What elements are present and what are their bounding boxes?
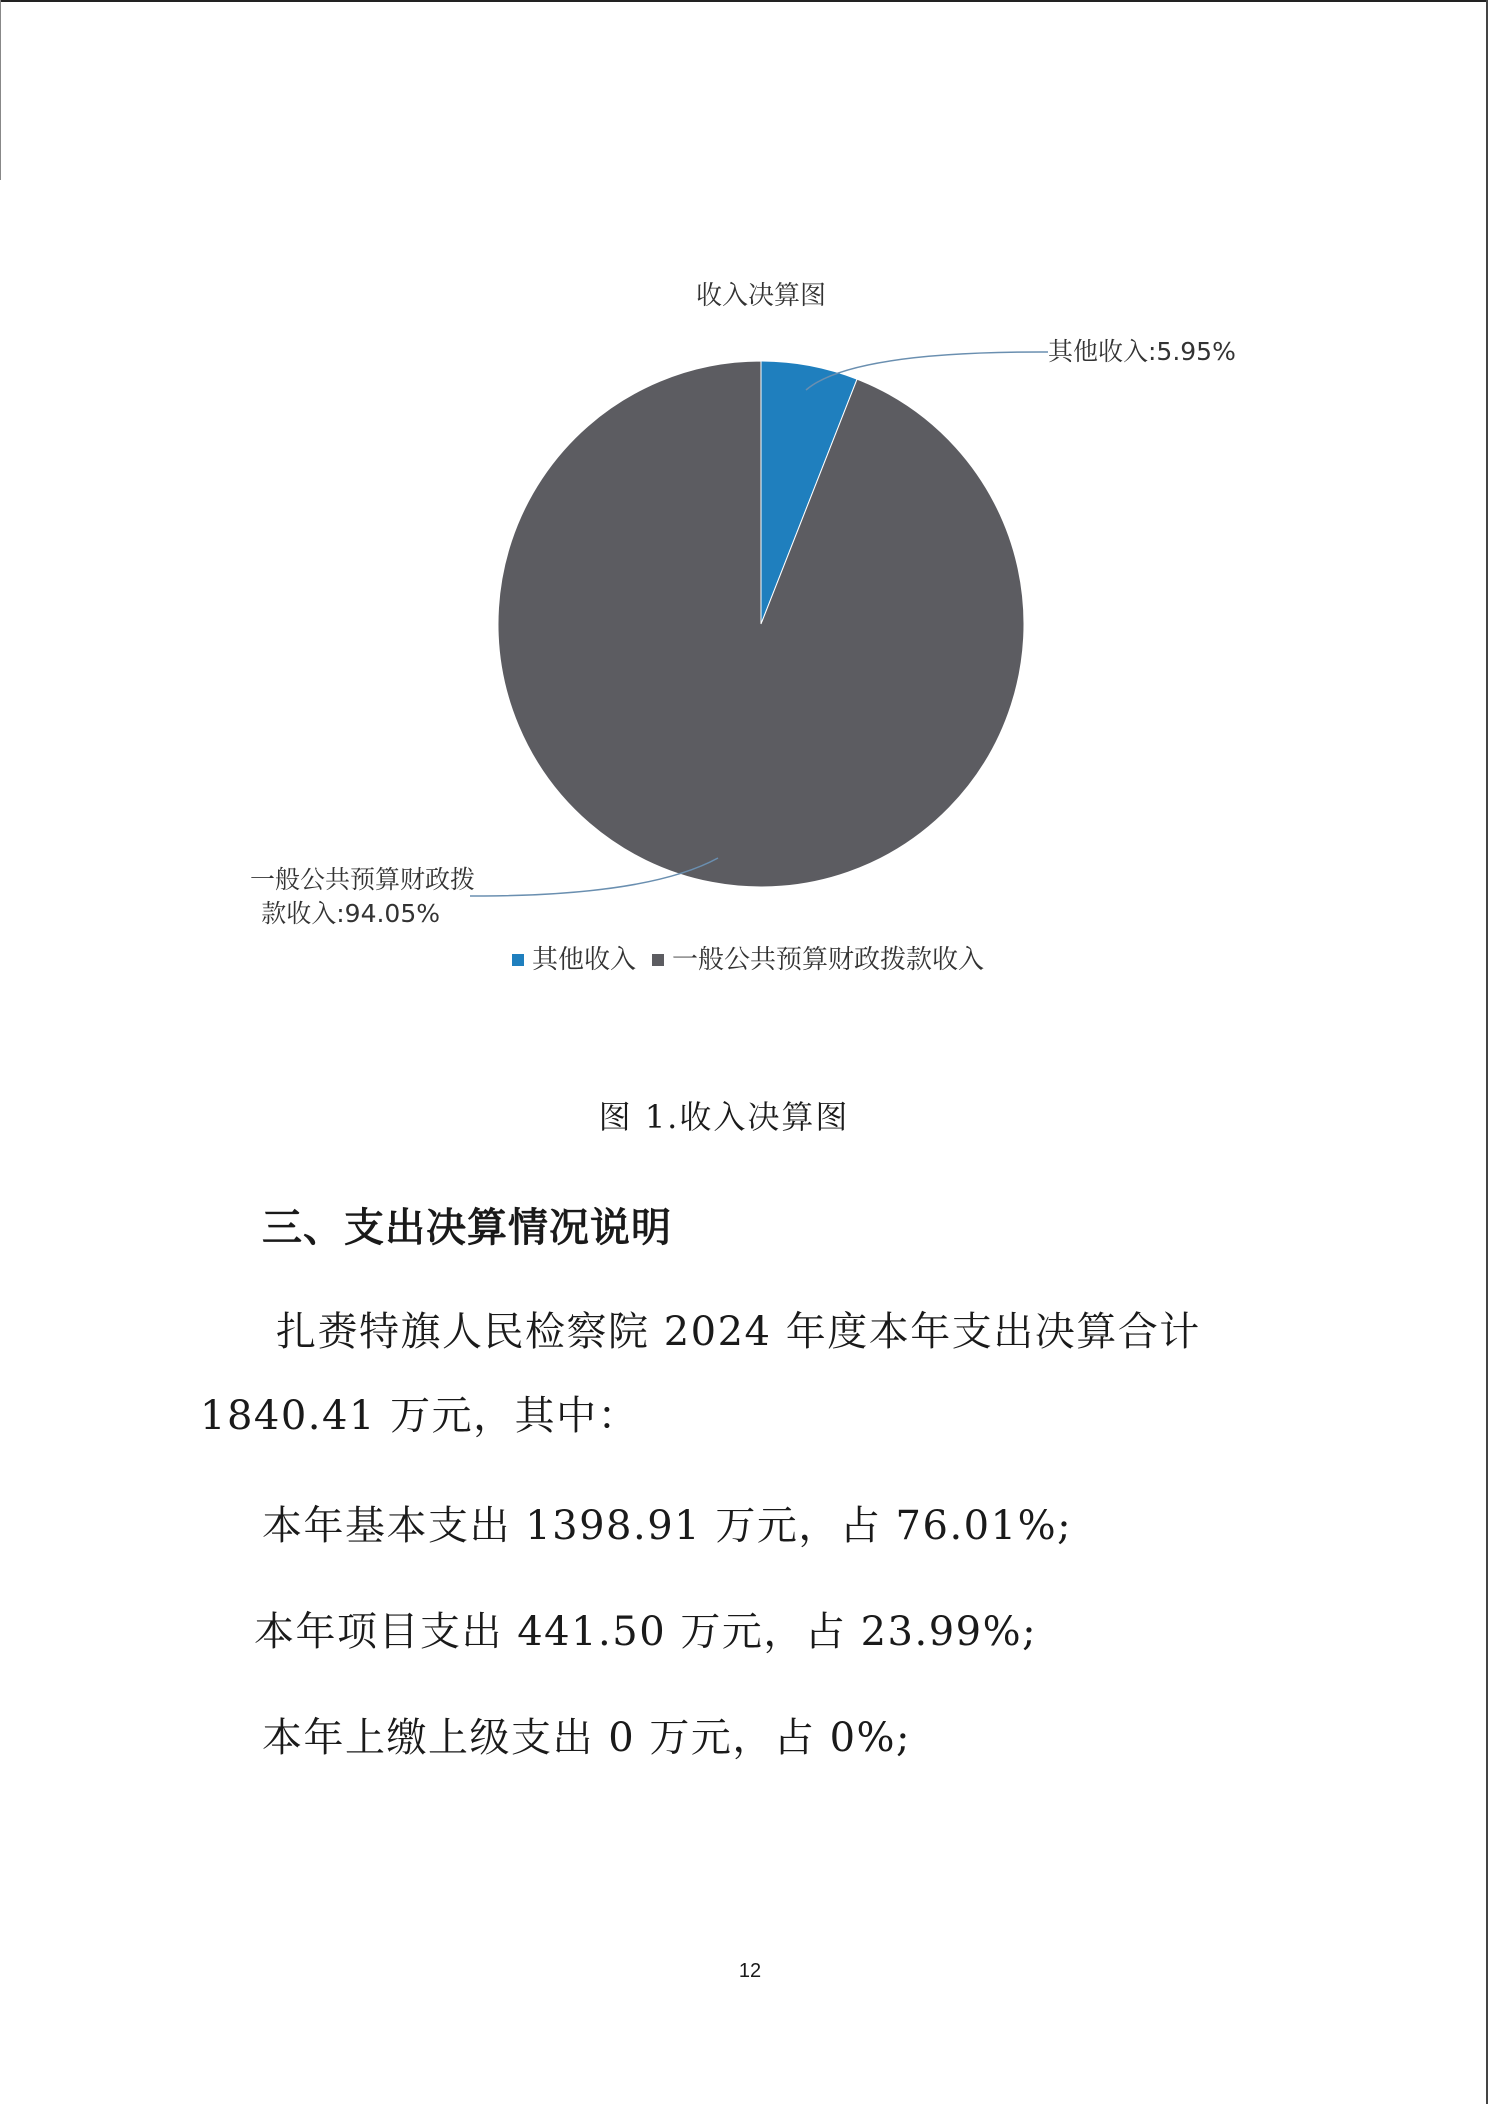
chart-title: 收入决算图 [695, 281, 827, 311]
project-expenditure-line: 本年项目支出 441.50 万元，占 23.99%; [254, 1609, 1038, 1655]
upper-level-expenditure-line: 本年上缴上级支出 0 万元，占 0%; [262, 1715, 912, 1761]
legend-swatch-general [652, 954, 664, 966]
chart-legend [512, 945, 984, 975]
data-label-general-line2: 款收入:94.05% [261, 899, 440, 928]
intro-paragraph: 扎赉特旗人民检察院 2024 年度本年支出决算合计 1840.41 万元，其中： [200, 1309, 1201, 1439]
income-pie-chart [0, 0, 1488, 1010]
legend-label-general: 一般公共预算财政拨款收入 [672, 945, 985, 975]
legend-swatch-other [512, 954, 524, 966]
figure-caption: 图 1.收入决算图 [598, 1098, 850, 1136]
legend-label-other: 其他收入 [532, 945, 637, 975]
pie-slice-general-budget-income [498, 361, 1024, 887]
data-label-other: 其他收入:5.95% [1048, 337, 1236, 366]
page-number: 12 [738, 1960, 762, 1982]
section-heading: 三、支出决算情况说明 [262, 1205, 672, 1251]
basic-expenditure-line: 本年基本支出 1398.91 万元，占 76.01%; [262, 1503, 1073, 1549]
data-label-general-line1: 一般公共预算财政拨 [249, 865, 475, 894]
pie-slices [498, 361, 1024, 887]
